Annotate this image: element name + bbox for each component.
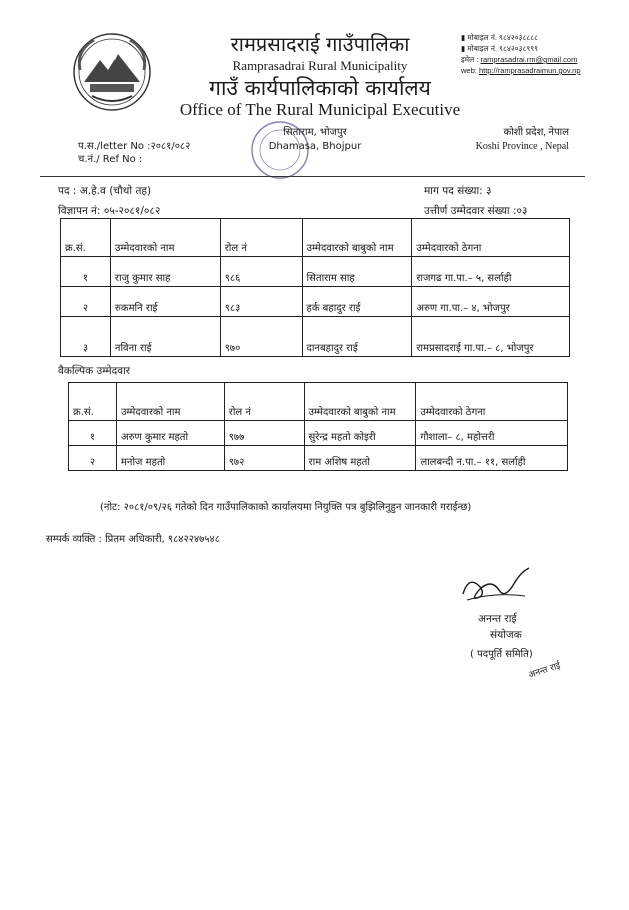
signature-seal <box>520 648 600 688</box>
table-row: १ अरुण कुमार महतो ९७७ सुरेन्द्र महतो कोइरी गौशाला– ८, महोत्तरी <box>69 421 568 446</box>
header-cell: उम्मेदवारको ठेगना <box>412 219 570 257</box>
table-header-row: क्र.सं. उम्मेदवारको नाम रोल नं उम्मेदवारको बाबुको नाम उम्मेदवारको ठेगना <box>69 383 568 421</box>
letter-no: प.स./letter No :२०८१/०८२ <box>78 141 191 152</box>
seal-text: अनन्त राई <box>527 661 562 681</box>
mobile-1: ▮ मोबाइल नं. ९८४२०३८८८८ <box>461 33 539 42</box>
address-en: Dhamasa, Bhojpur <box>268 141 362 152</box>
table-row: ३ नविना राई ९७० दानबहादुर राई रामप्रसादराई गा.पा.– ८, भोजपुर <box>61 317 570 357</box>
phone-icon: ▮ <box>461 44 468 53</box>
address-block <box>225 126 405 154</box>
header-cell: रोल नं <box>220 219 302 257</box>
header-cell: क्र.सं. <box>61 219 111 257</box>
table-header-row <box>61 219 570 257</box>
mobile-2: ▮ मोबाइल नं. ९८४२०३८९९९ <box>461 44 539 53</box>
post-label: पद : अ.हे.व (चौथो तह) <box>58 185 152 197</box>
signatory-committee: ( पदपूर्ति समिति) <box>470 649 533 660</box>
office-title-en: Office of The Rural Municipal Executive <box>179 100 461 119</box>
web-line: web: http://ramprasadraimun.gov.np <box>461 66 581 75</box>
email-line: इमेल : ramprasadrai.rm@gmail.com <box>461 55 578 64</box>
phone-icon: ▮ <box>461 33 468 42</box>
province-en: Koshi Province , Nepal <box>475 141 569 152</box>
alternate-candidates-table <box>68 382 568 471</box>
header-cell: उम्मेदवारको बाबुको नाम <box>302 219 412 257</box>
signatory-name: अनन्त राई <box>478 613 517 625</box>
address-np: सिताराम, भोजपुर <box>283 127 347 138</box>
municipality-title-en: Ramprasadrai Rural Municipality <box>232 58 408 73</box>
alt-candidates-title: वैकल्पिक उम्मेदवार <box>58 365 131 377</box>
note-text: (नोट: २०८१/०९/२६ गतेको दिन गाउँपालिकाको कार्यालयमा नियुक्ति पत्र बुझिलिनुहुन जानकारी गराईन्छ) <box>100 502 472 513</box>
web-link[interactable]: http://ramprasadraimun.gov.np <box>478 66 581 75</box>
municipality-title-np: रामप्रसादराई गाउँपालिका <box>230 32 410 56</box>
table-row: २ मनोज महतो ९७२ राम अशिष महतो लालबन्दी न.पा.– ११, सर्लाही <box>69 446 568 471</box>
province-np: कोशी प्रदेश, नेपाल <box>503 127 569 138</box>
province-block <box>476 126 569 154</box>
table-row: १ राजु कुमार साह ९८६ सिताराम साह राजगढ गा.पा.– ५, सर्लाही <box>61 257 570 287</box>
selected-candidates-table <box>60 218 570 357</box>
signatory-role: संयोजक <box>490 629 522 641</box>
contact-person: सम्पर्क व्यक्ति : प्रितम अधिकारी, ९८४२२४७५४८ <box>46 534 220 545</box>
signature <box>455 560 545 610</box>
ref-no: च.नं./ Ref No : <box>78 154 143 165</box>
header-cell: उम्मेदवारको नाम <box>110 219 220 257</box>
contact-block <box>461 32 621 76</box>
email-link[interactable]: ramprasadrai.rm@gmail.com <box>480 55 578 64</box>
passed-count: उत्तीर्ण उम्मेदवार संख्या :०३ <box>424 205 528 217</box>
header-divider <box>40 176 585 177</box>
office-title-np: गाउँ कार्यपालिकाको कार्यालय <box>209 76 431 100</box>
ad-number: विज्ञापन नं: ०५-२०८१/०८२ <box>58 205 161 217</box>
demand-count: माग पद संख्या: ३ <box>424 185 492 197</box>
letter-meta <box>78 140 190 166</box>
table-row: २ रुकमनि राई ९८३ हर्क बहादुर राई अरुण गा.पा.– ४, भोजपुर <box>61 287 570 317</box>
